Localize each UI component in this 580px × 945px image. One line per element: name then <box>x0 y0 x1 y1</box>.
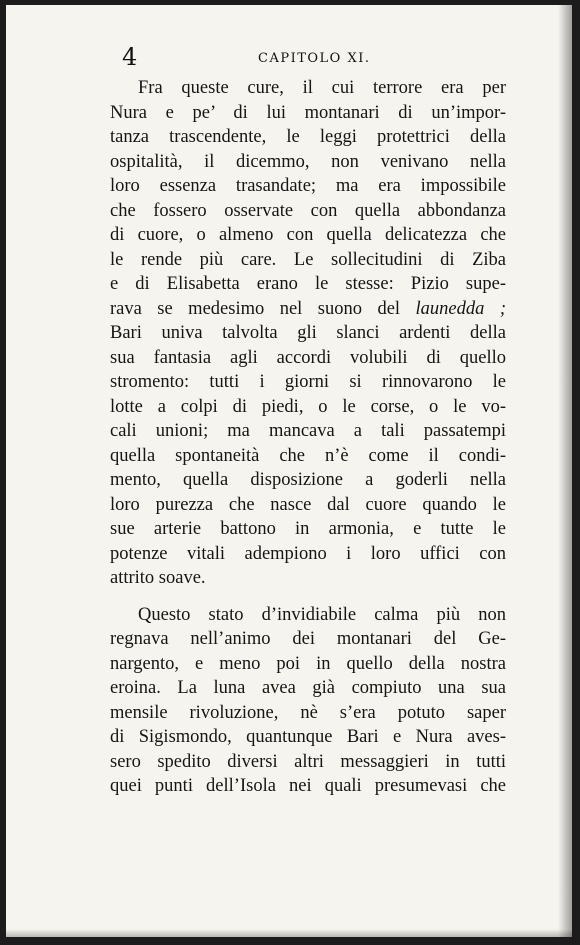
text-line: sue arterie battono in armonia, e tutte le <box>110 519 506 539</box>
text-line: tanza trascendente, le leggi protettrici della <box>110 127 506 147</box>
text-line: loro purezza che nasce dal cuore quando le <box>110 494 506 515</box>
text-line: quella spontaneità che n’è come il condi- <box>110 445 506 466</box>
paragraph-gap <box>110 591 506 603</box>
text-line: Bari univa talvolta gli slanci ardenti della <box>110 323 506 343</box>
text-line: mento, quella disposizione a goderli nella <box>110 470 506 490</box>
text-line: sero spedito diversi altri messaggieri in tutti <box>110 751 506 772</box>
page-header <box>122 45 492 73</box>
text-line: di Sigismondo, quantunque Bari e Nura aves- <box>110 727 506 747</box>
text-line: potenze vitali adempiono i loro uffici con <box>110 543 506 564</box>
paragraph <box>110 76 506 591</box>
text-line: Nura e pe’ di lui montanari di un’impor- <box>110 102 506 123</box>
text-line: mensile rivoluzione, nè s’era potuto saper <box>110 702 506 723</box>
text-line: regnava nell’animo dei montanari del Ge- <box>110 629 506 649</box>
text-line: che fossero osservate con quella abbondanza <box>110 200 506 221</box>
text-line: loro essenza trasandate; ma era impossibile <box>110 176 506 196</box>
text-line: eroina. La luna avea già compiuto una sua <box>110 678 506 698</box>
text-line: Questo stato d’invidiabile calma più non <box>138 604 506 625</box>
italic-word: launedda ; <box>415 298 506 319</box>
text-line: e di Elisabetta erano le stesse: Pizio supe- <box>110 274 506 294</box>
running-head: CAPITOLO XI. <box>258 51 371 66</box>
text-line: le rende più care. Le sollecitudini di Ziba <box>110 249 506 270</box>
text-line: attrito soave. <box>110 568 206 588</box>
book-page <box>6 5 572 937</box>
page-edge-shadow <box>558 5 572 937</box>
text-line: sua fantasia agli accordi volubili di quello <box>110 347 506 368</box>
text-line-start: rava se medesimo nel suono del <box>110 298 401 319</box>
text-line-with-italic <box>110 297 506 322</box>
paragraph <box>110 603 506 799</box>
text-line: quei punti dell’Isola nei quali presumevasi che <box>110 776 506 796</box>
text-line: Fra queste cure, il cui terrore era per <box>138 78 506 98</box>
body-text <box>110 76 506 799</box>
page-bottom-shadow <box>6 929 572 937</box>
text-line: nargento, e meno poi in quello della nostra <box>110 653 506 674</box>
text-line: stromento: tutti i giorni si rinnovarono le <box>110 372 506 392</box>
text-line: ospitalità, il dicemmo, non venivano nella <box>110 151 506 172</box>
page-number: 4 <box>122 43 138 71</box>
text-line: di cuore, o almeno con quella delicatezza che <box>110 225 506 245</box>
text-line: cali unioni; ma mancava a tali passatempi <box>110 421 506 441</box>
text-line: lotte a colpi di piedi, o le corse, o le vo- <box>110 396 506 417</box>
